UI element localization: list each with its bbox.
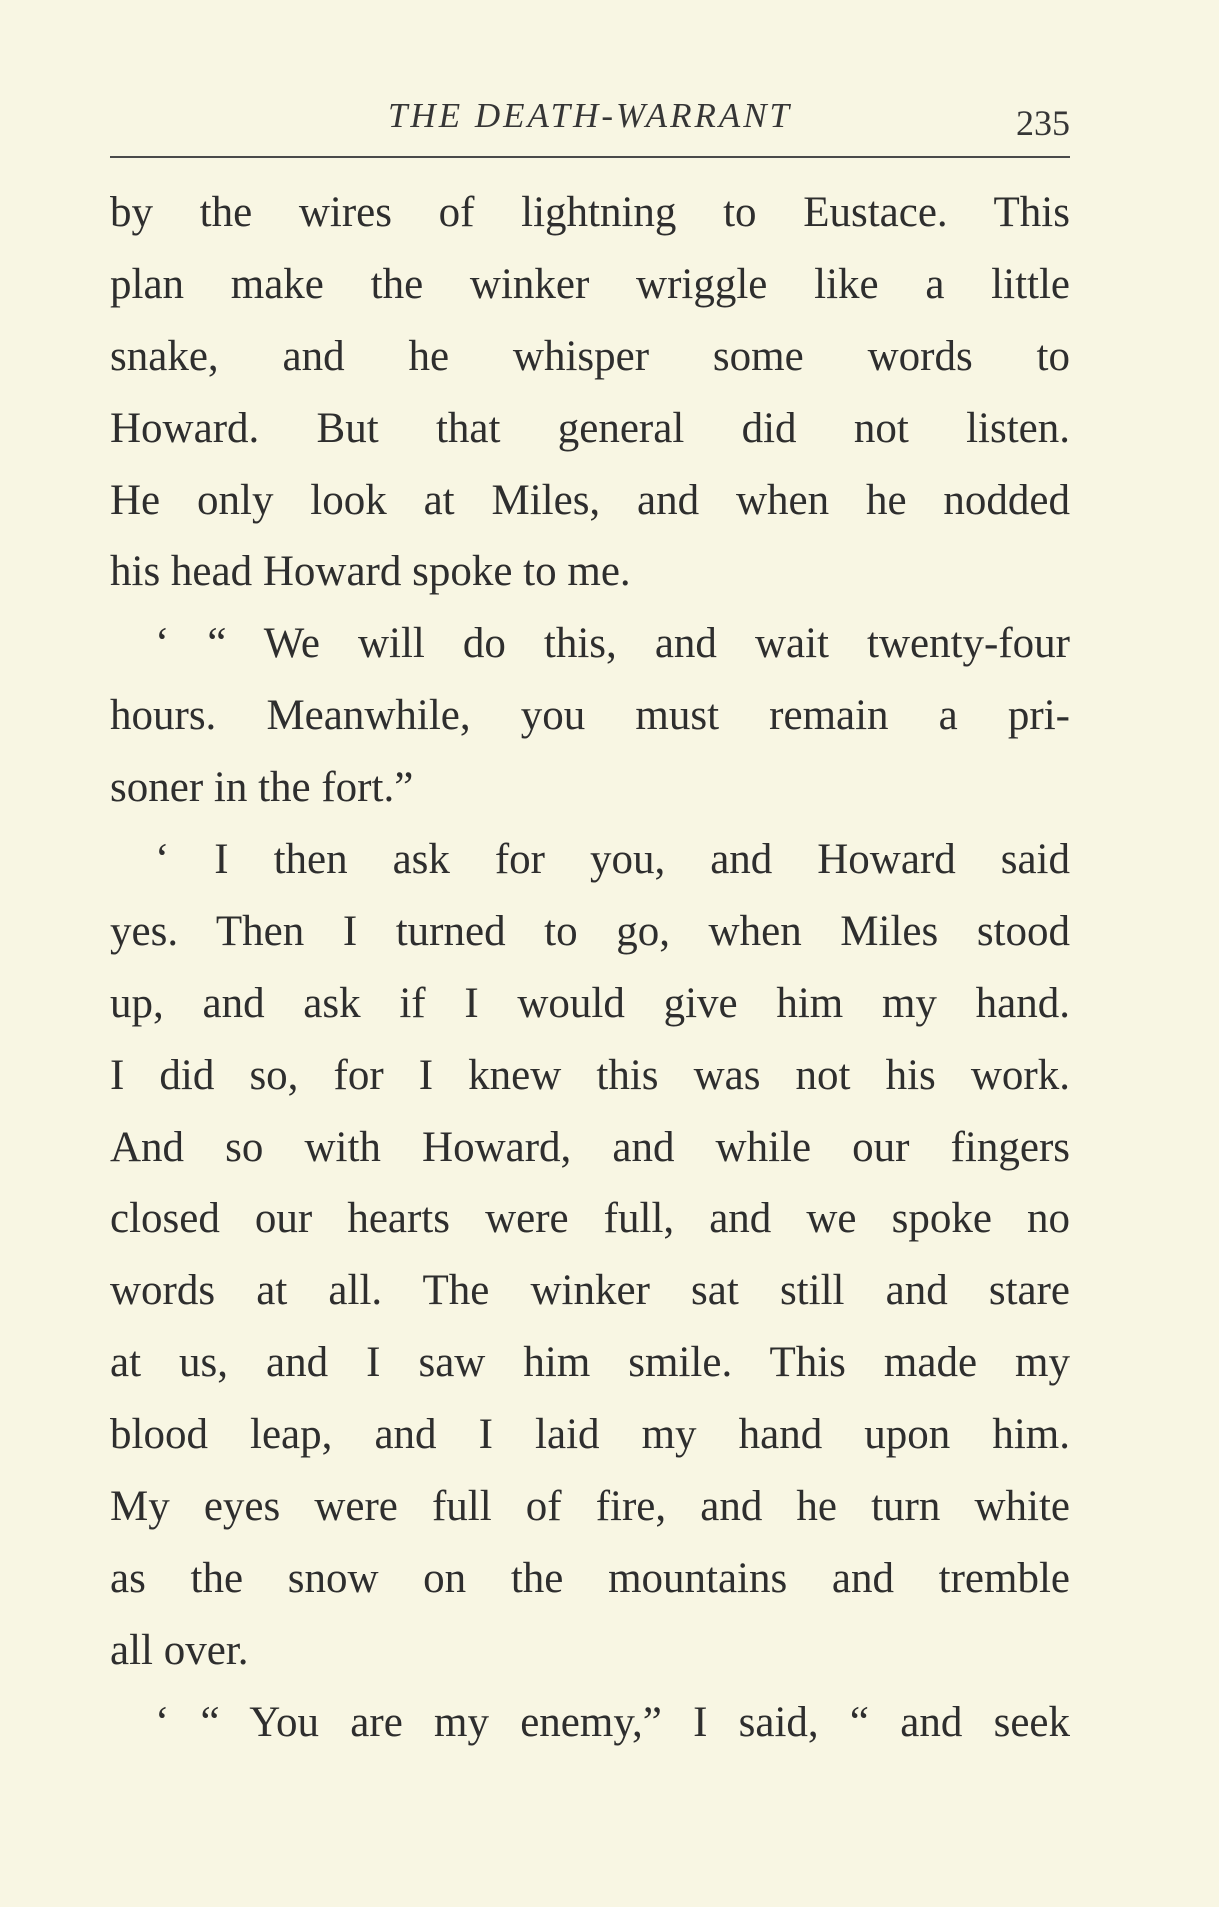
text-line: up, and ask if I would give him my hand. [110,979,1070,1027]
text-line: ‘ I then ask for you, and Howard said [155,836,1070,884]
text-line: as the snow on the mountains and tremble [110,1554,1070,1602]
text-line: My eyes were full of fire, and he turn white [110,1483,1070,1531]
text-line: blood leap, and I laid my hand upon him. [110,1411,1070,1459]
running-head [110,96,1070,146]
text-line: hours. Meanwhile, you must remain a pri- [110,692,1070,740]
body-text [110,177,1070,1759]
text-line: by the wires of lightning to Eustace. This [110,189,1070,236]
text-line: all over. [110,1626,249,1674]
header-rule [110,156,1070,158]
text-line: He only look at Miles, and when he nodded [110,476,1070,524]
text-line: soner in the fort.” [110,764,414,812]
text-line: I did so, for I knew this was not his work. [110,1051,1070,1099]
text-line: And so with Howard, and while our fingers [110,1123,1070,1171]
text-line: plan make the winker wriggle like a little [110,260,1070,308]
text-line: Howard. But that general did not listen. [110,404,1070,452]
running-title: THE DEATH-WARRANT [387,96,793,135]
text-line: closed our hearts were full, and we spoke no [110,1195,1070,1243]
text-line: at us, and I saw him smile. This made my [110,1339,1070,1387]
text-line: ‘ “ We will do this, and wait twenty-four [155,620,1070,668]
text-line: ‘ “ You are my enemy,” I said, “ and seek [155,1698,1070,1746]
text-line: yes. Then I turned to go, when Miles stood [110,907,1070,955]
text-line: words at all. The winker sat still and stare [110,1267,1070,1315]
page-number: 235 [1016,103,1070,143]
text-line: snake, and he whisper some words to [110,332,1070,380]
text-line: his head Howard spoke to me. [110,548,631,596]
